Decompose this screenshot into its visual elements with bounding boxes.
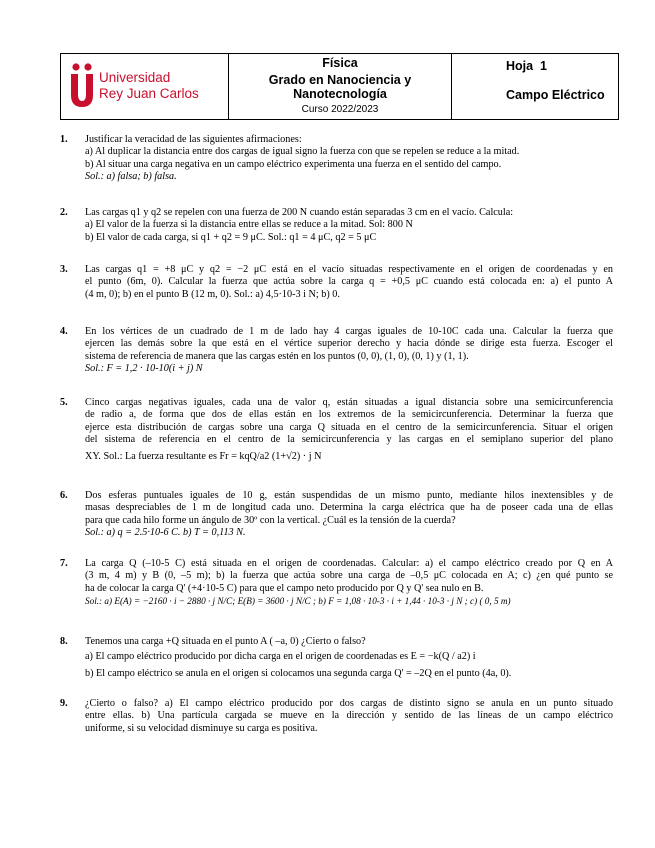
- problem-line: (4 m, 0); b) en el punto B (12 m, 0). Sol.: a) 4,5·10-3 i N; b) 0.: [85, 288, 340, 300]
- problem-line: (3 m, 4 m) y B (0, –5 m); b) la fuerza que actúa sobre una carga de –0,5 μC colocada en A; c) ¿en qué punto se: [85, 570, 613, 582]
- solution-line: XY. Sol.: La fuerza resultante es Fr = kqQ/a2 (1+√2) · j N: [85, 450, 322, 462]
- problem-line: Dos esferas puntuales iguales de 10 g, están suspendidas de un mismo punto, mediante hilos inextensibles y de: [85, 490, 613, 501]
- problem-number: 3.: [60, 264, 68, 275]
- university-name-line1: Universidad: [99, 70, 171, 85]
- problem-line: uniforme, si su velocidad disminuye su carga es positiva.: [85, 722, 318, 734]
- problem-line: ha de colocar la carga Q' (+4·10-5 C) para que el campo neto producido por Q y Q' sea nulo en B.: [85, 582, 484, 594]
- problem-line: ejercen las demás sobre la que está en el vértice superior derecho y hacia dónde se dirige esta fuerza. Escoger el: [85, 338, 613, 350]
- problem-line: La carga Q (–10-5 C) está situada en el origen de coordenadas. Calcular: a) el campo eléctrico creado por Q en A: [85, 558, 613, 569]
- problem-line: sistema de referencia de manera que las cargas estén en los puntos (0, 0), (1, 0), (0, 1) y (1, 1).: [85, 350, 469, 362]
- problem-line: Cinco cargas negativas iguales, cada una de valor q, están situadas a igual distancia sobre una semicircunferencia: [85, 397, 613, 408]
- problem-line: a) El valor de la fuerza si la distancia entre ellas se reduce a la mitad. Sol: 800 N: [85, 219, 413, 231]
- university-logo-cell: [61, 54, 229, 119]
- problem-line: a) Al duplicar la distancia entre dos cargas de igual signo la fuerza con que se repelen se reduce a la mitad.: [85, 146, 520, 158]
- solution-line: Sol.: a) E(A) = −2160 · i − 2880 · j N/C; E(B) = 3600 · j N/C ; b) F = 1,08 · 10-3 · i + 1,44 · 10-3 · j N ; c) ( 0, 5 m): [85, 596, 511, 607]
- problem-number: 9.: [60, 698, 68, 709]
- subject-title: Física: [322, 56, 358, 70]
- sheet-info-cell: [452, 54, 618, 119]
- problem-number: 8.: [60, 636, 68, 647]
- problem-line: del sistema de referencia en el centro de la semicircunferencia y las cargas en el semiplano superior del plano: [85, 434, 613, 446]
- solution-line: Sol.: a) q = 2.5·10-6 C. b) T = 0,113 N.: [85, 527, 246, 539]
- problem-line: de radio a, de forma que dos de ellas están en los extremos de la semicircunferencia. Determinar la fuerza que: [85, 409, 613, 421]
- university-logo-icon: [69, 62, 95, 108]
- sheet-number: Hoja 1: [506, 59, 547, 73]
- problem-line: En los vértices de un cuadrado de 1 m de lado hay 4 cargas iguales de 10-10C cada una. Calcular la fuerza que: [85, 326, 613, 337]
- university-name-line2: Rey Juan Carlos: [99, 86, 199, 101]
- problem-line: Las cargas q1 = +8 μC y q2 = −2 μC está en el vacío situadas respectivamente en el origen de coordenadas y en: [85, 264, 613, 275]
- course-info-cell: [229, 54, 452, 119]
- problem-number: 5.: [60, 397, 68, 408]
- problem-line: b) El campo eléctrico se anula en el origen si colocamos una segunda carga Q' = –2Q en el punto (4a, 0).: [85, 667, 512, 679]
- problem-line: ¿Cierto o falso? a) El campo eléctrico producido por dos cargas de distinto signo se anula en un punto situado: [85, 698, 613, 709]
- sheet-topic: Campo Eléctrico: [506, 88, 605, 102]
- problem-line: a) El campo eléctrico producido por dicha carga en el origen de coordenadas es E = −k(Q / a2) i: [85, 651, 476, 663]
- problem-line: el punto (6m, 0). Calcular la fuerza que actúa sobre la carga q = +0,5 μC cuando está colocada en: a) el punto A: [85, 276, 613, 288]
- problem-line: Tenemos una carga +Q situada en el punto A ( –a, 0) ¿Cierto o falso?: [85, 636, 366, 647]
- degree-title: Grado en Nanociencia y Nanotecnología: [268, 73, 412, 101]
- header-table: [60, 53, 619, 120]
- solution-line: Sol.: a) falsa; b) falsa.: [85, 171, 177, 183]
- problem-line: entre ellas. b) Una partícula cargada se mueve en la dirección y sentido de las líneas de un campo eléctrico: [85, 710, 613, 722]
- problem-line: masas despreciables de 1 m de longitud cada uno. Determina la carga eléctrica que ha de poseer cada una de ellas: [85, 502, 613, 514]
- problem-line: para que cada hilo forme un ángulo de 30º con la vertical. ¿Cuál es la tensión de la cuerda?: [85, 514, 456, 526]
- problem-line: ejerce esta distribución de cargas sobre una carga Q situada en el centro de la semicircunferencia. Situar el origen: [85, 421, 613, 433]
- problem-number: 6.: [60, 490, 68, 501]
- course-year: Curso 2022/2023: [301, 104, 379, 115]
- problem-number: 7.: [60, 558, 68, 569]
- problem-number: 4.: [60, 326, 68, 337]
- solution-line: Sol.: F = 1,2 · 10-10(i + j) N: [85, 363, 203, 375]
- problem-number: 2.: [60, 207, 68, 218]
- problem-line: Justificar la veracidad de las siguientes afirmaciones:: [85, 134, 302, 145]
- problem-number: 1.: [60, 134, 68, 145]
- problem-line: b) Al situar una carga negativa en un campo eléctrico experimenta una fuerza en el sentido del campo.: [85, 158, 502, 170]
- problem-line: Las cargas q1 y q2 se repelen con una fuerza de 200 N cuando están separadas 3 cm en el vacío. Calcula:: [85, 207, 514, 218]
- problem-line: b) El valor de cada carga, si q1 + q2 = 9 μC. Sol.: q1 = 4 μC, q2 = 5 μC: [85, 231, 377, 243]
